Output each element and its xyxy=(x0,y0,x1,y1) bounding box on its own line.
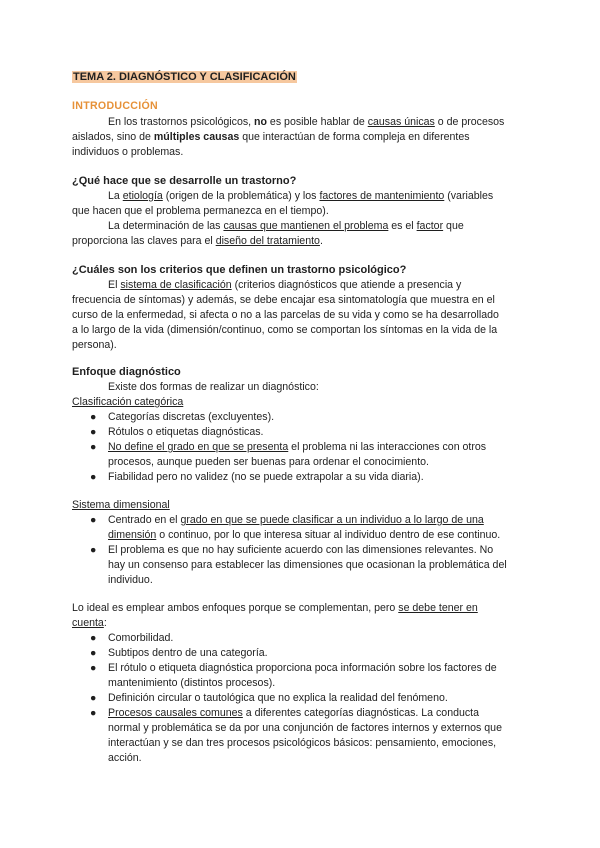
ideal-item-5-cont: interactúan y se dan tres procesos psicológicos básicos: pensamiento, emociones, xyxy=(108,737,497,749)
ideal-item-3: El rótulo o etiqueta diagnóstica proporciona poca información sobre los factores de xyxy=(108,662,497,674)
question-1-heading: ¿Qué hace que se desarrolle un trastorno? xyxy=(72,175,297,187)
bullet-icon: ● xyxy=(90,632,97,644)
dim-item-1: Centrado en el grado en que se puede clasificar a un individuo a lo largo de una xyxy=(108,514,484,526)
ideal-line-1: Lo ideal es emplear ambos enfoques porque se complementan, pero se debe tener en xyxy=(72,602,478,614)
ideal-item-4: Definición circular o tautológica que no explica la realidad del fenómeno. xyxy=(108,692,448,704)
cat-item-1: Categorías discretas (excluyentes). xyxy=(108,411,275,423)
q2-line-1: El sistema de clasificación (criterios diagnósticos que atiende a presencia y xyxy=(108,279,462,291)
bullet-icon: ● xyxy=(90,662,97,674)
cat-item-3: No define el grado en que se presenta el problema ni las interacciones con otros xyxy=(108,441,487,453)
cat-item-4: Fiabilidad pero no validez (no se puede extrapolar a su vida diaria). xyxy=(108,471,424,483)
enfoque-line-1: Existe dos formas de realizar un diagnóstico: xyxy=(108,381,319,393)
q2-line-2: frecuencia de síntomas) y además, se debe encajar esa sintomatología que muestra en el xyxy=(72,294,495,306)
cat-item-3-cont: procesos, aunque pueden ser buenas para ordenar el conocimiento. xyxy=(108,456,429,468)
ideal-item-2: Subtipos dentro de una categoría. xyxy=(108,647,268,659)
ideal-item-3-cont: mantenimiento (distintos procesos). xyxy=(108,677,276,689)
dim-item-2-cont: hay un consenso para establecer las dimensiones que ocasionan la problemática del xyxy=(108,559,507,571)
bullet-icon: ● xyxy=(90,471,97,483)
categorica-heading: Clasificación categórica xyxy=(72,396,184,408)
ideal-item-1: Comorbilidad. xyxy=(108,632,174,644)
bullet-icon: ● xyxy=(90,544,97,556)
cat-item-2: Rótulos o etiquetas diagnósticas. xyxy=(108,426,264,438)
bullet-icon: ● xyxy=(90,647,97,659)
ideal-line-2: cuenta: xyxy=(72,617,107,629)
q1-line-1: La etiología (origen de la problemática) y los factores de mantenimiento (variables xyxy=(108,190,494,202)
bullet-icon: ● xyxy=(90,707,97,719)
ideal-item-5-cont: normal y problemática se da por una conjunción de factores internos y externos que xyxy=(108,722,502,734)
intro-line-2: aislados, sino de múltiples causas que interactúan de forma compleja en diferentes xyxy=(72,131,470,143)
intro-line-1: En los trastornos psicológicos, no es posible hablar de causas únicas o de procesos xyxy=(108,116,505,128)
ideal-item-5: Procesos causales comunes a diferentes categorías diagnósticas. La conducta xyxy=(108,707,479,719)
enfoque-heading: Enfoque diagnóstico xyxy=(72,366,181,378)
q2-line-3: curso de la enfermedad, si afecta o no a las parcelas de su vida y como se ha desarrollado xyxy=(72,309,499,321)
bullet-icon: ● xyxy=(90,426,97,438)
ideal-item-5-cont: acción. xyxy=(108,752,142,764)
q2-line-4: a lo largo de la vida (dimensión/continuo, como se comportan los síntomas en la vida de la xyxy=(72,324,498,336)
intro-heading: INTRODUCCIÓN xyxy=(72,100,158,112)
q1-line-4: proporciona las claves para el diseño del tratamiento. xyxy=(72,235,323,247)
bullet-icon: ● xyxy=(90,441,97,453)
dim-item-2-cont: individuo. xyxy=(108,574,153,586)
q1-line-2: que hacen que el problema permanezca en el tiempo). xyxy=(72,205,329,217)
intro-line-3: individuos o problemas. xyxy=(72,146,184,158)
question-2-heading: ¿Cuáles son los criterios que definen un trastorno psicológico? xyxy=(72,264,407,276)
bullet-icon: ● xyxy=(90,514,97,526)
bullet-icon: ● xyxy=(90,692,97,704)
q1-line-3: La determinación de las causas que mantienen el problema es el factor que xyxy=(108,220,464,232)
dim-item-1-cont: dimensión o continuo, por lo que interesa situar al individuo dentro de ese continuo. xyxy=(108,529,501,541)
document-title: TEMA 2. DIAGNÓSTICO Y CLASIFICACIÓN xyxy=(73,71,296,83)
bullet-icon: ● xyxy=(90,411,97,423)
dimensional-heading: Sistema dimensional xyxy=(72,499,170,511)
dim-item-2: El problema es que no hay suficiente acuerdo con las dimensiones relevantes. No xyxy=(108,544,494,556)
q2-line-5: persona). xyxy=(72,339,117,351)
